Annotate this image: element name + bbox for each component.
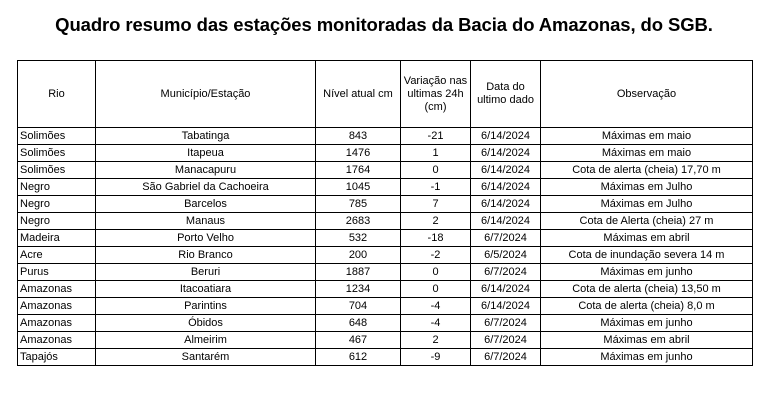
cell-observacao: Cota de Alerta (cheia) 27 m — [541, 213, 753, 230]
cell-municipio: Itacoatiara — [96, 281, 316, 298]
cell-rio: Amazonas — [18, 298, 96, 315]
cell-observacao: Máximas em junho — [541, 264, 753, 281]
cell-data: 6/14/2024 — [471, 179, 541, 196]
cell-observacao: Máximas em abril — [541, 332, 753, 349]
cell-observacao: Máximas em junho — [541, 315, 753, 332]
cell-observacao: Máximas em maio — [541, 145, 753, 162]
cell-nivel: 785 — [316, 196, 401, 213]
table-row — [18, 179, 753, 196]
cell-data: 6/7/2024 — [471, 332, 541, 349]
cell-observacao: Máximas em abril — [541, 230, 753, 247]
cell-variacao: 0 — [401, 281, 471, 298]
cell-data: 6/14/2024 — [471, 298, 541, 315]
table-row — [18, 315, 753, 332]
cell-nivel: 200 — [316, 247, 401, 264]
cell-rio: Amazonas — [18, 281, 96, 298]
cell-rio: Tapajós — [18, 349, 96, 366]
cell-variacao: 0 — [401, 162, 471, 179]
table-row — [18, 196, 753, 213]
table-row — [18, 162, 753, 179]
cell-observacao: Cota de alerta (cheia) 17,70 m — [541, 162, 753, 179]
table-row — [18, 213, 753, 230]
cell-rio: Solimões — [18, 128, 96, 145]
cell-observacao: Cota de alerta (cheia) 8,0 m — [541, 298, 753, 315]
table-row — [18, 281, 753, 298]
cell-rio: Solimões — [18, 162, 96, 179]
cell-variacao: 1 — [401, 145, 471, 162]
table-row — [18, 349, 753, 366]
cell-rio: Madeira — [18, 230, 96, 247]
table-row — [18, 145, 753, 162]
cell-variacao: -4 — [401, 298, 471, 315]
cell-variacao: -4 — [401, 315, 471, 332]
cell-municipio: Tabatinga — [96, 128, 316, 145]
stations-table — [17, 60, 753, 366]
cell-rio: Amazonas — [18, 315, 96, 332]
cell-rio: Purus — [18, 264, 96, 281]
cell-municipio: Porto Velho — [96, 230, 316, 247]
cell-observacao: Máximas em Julho — [541, 196, 753, 213]
cell-data: 6/14/2024 — [471, 281, 541, 298]
cell-rio: Negro — [18, 196, 96, 213]
cell-municipio: Rio Branco — [96, 247, 316, 264]
cell-variacao: -21 — [401, 128, 471, 145]
cell-rio: Negro — [18, 213, 96, 230]
cell-data: 6/7/2024 — [471, 264, 541, 281]
header-municipio: Município/Estação — [96, 61, 316, 128]
cell-data: 6/7/2024 — [471, 349, 541, 366]
table-row — [18, 298, 753, 315]
cell-nivel: 648 — [316, 315, 401, 332]
cell-nivel: 1887 — [316, 264, 401, 281]
table-row — [18, 264, 753, 281]
cell-data: 6/7/2024 — [471, 230, 541, 247]
cell-observacao: Máximas em maio — [541, 128, 753, 145]
cell-nivel: 2683 — [316, 213, 401, 230]
cell-nivel: 1045 — [316, 179, 401, 196]
cell-nivel: 704 — [316, 298, 401, 315]
cell-nivel: 843 — [316, 128, 401, 145]
cell-variacao: 2 — [401, 332, 471, 349]
cell-nivel: 467 — [316, 332, 401, 349]
cell-municipio: São Gabriel da Cachoeira — [96, 179, 316, 196]
cell-data: 6/14/2024 — [471, 162, 541, 179]
cell-nivel: 1764 — [316, 162, 401, 179]
cell-municipio: Óbidos — [96, 315, 316, 332]
table-row — [18, 247, 753, 264]
cell-data: 6/14/2024 — [471, 128, 541, 145]
cell-municipio: Beruri — [96, 264, 316, 281]
cell-nivel: 1476 — [316, 145, 401, 162]
cell-rio: Amazonas — [18, 332, 96, 349]
cell-data: 6/14/2024 — [471, 196, 541, 213]
cell-observacao: Cota de inundação severa 14 m — [541, 247, 753, 264]
cell-nivel: 612 — [316, 349, 401, 366]
cell-data: 6/7/2024 — [471, 315, 541, 332]
cell-variacao: -2 — [401, 247, 471, 264]
cell-municipio: Itapeua — [96, 145, 316, 162]
header-nivel: Nível atual cm — [316, 61, 401, 128]
cell-nivel: 1234 — [316, 281, 401, 298]
table-row — [18, 332, 753, 349]
cell-variacao: -9 — [401, 349, 471, 366]
cell-municipio: Parintins — [96, 298, 316, 315]
cell-variacao: 0 — [401, 264, 471, 281]
table-row — [18, 128, 753, 145]
cell-rio: Solimões — [18, 145, 96, 162]
cell-rio: Negro — [18, 179, 96, 196]
cell-data: 6/5/2024 — [471, 247, 541, 264]
table-header-row — [18, 61, 753, 128]
cell-variacao: 7 — [401, 196, 471, 213]
cell-municipio: Barcelos — [96, 196, 316, 213]
table-row — [18, 230, 753, 247]
cell-data: 6/14/2024 — [471, 145, 541, 162]
cell-municipio: Almeirim — [96, 332, 316, 349]
cell-municipio: Manaus — [96, 213, 316, 230]
cell-variacao: -1 — [401, 179, 471, 196]
cell-municipio: Manacapuru — [96, 162, 316, 179]
cell-data: 6/14/2024 — [471, 213, 541, 230]
cell-rio: Acre — [18, 247, 96, 264]
cell-variacao: 2 — [401, 213, 471, 230]
cell-nivel: 532 — [316, 230, 401, 247]
header-data: Data do ultimo dado — [471, 61, 541, 128]
cell-observacao: Cota de alerta (cheia) 13,50 m — [541, 281, 753, 298]
header-observacao: Observação — [541, 61, 753, 128]
header-variacao: Variação nas ultimas 24h (cm) — [401, 61, 471, 128]
cell-municipio: Santarém — [96, 349, 316, 366]
header-rio: Rio — [18, 61, 96, 128]
cell-observacao: Máximas em Julho — [541, 179, 753, 196]
cell-observacao: Máximas em junho — [541, 349, 753, 366]
cell-variacao: -18 — [401, 230, 471, 247]
page-title: Quadro resumo das estações monitoradas da Bacia do Amazonas, do SGB. — [55, 14, 713, 35]
